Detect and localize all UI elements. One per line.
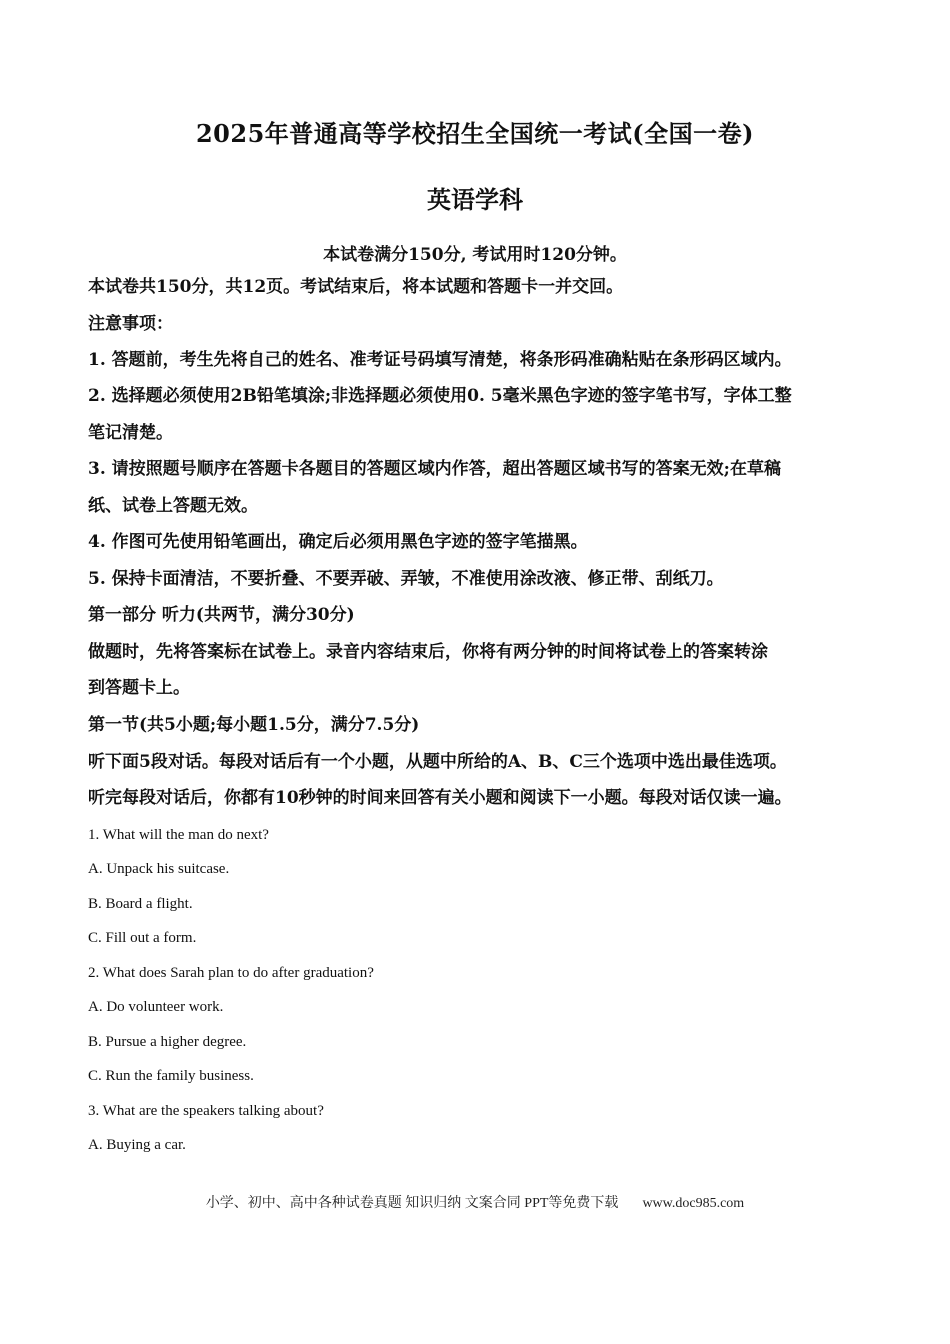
notice-item-2-line-2: 笔记清楚。 — [88, 423, 173, 443]
exam-subject: 英语学科 — [427, 185, 523, 214]
question-2-option-c: C. Run the family business. — [88, 1068, 254, 1084]
question-1-option-b: B. Board a flight. — [88, 896, 193, 912]
section1-heading: 第一节(共5小题;每小题1.5分，满分7.5分) — [88, 715, 420, 735]
question-1: 1. What will the man do next? — [88, 827, 269, 843]
part1-desc-line-1: 做题时，先将答案标在试卷上。录音内容结束后，你将有两分钟的时间将试卷上的答案转涂 — [88, 642, 768, 662]
question-2: 2. What does Sarah plan to do after graduation? — [88, 965, 374, 981]
notice-item-1: 1. 答题前，考生先将自己的姓名、准考证号码填写清楚，将条形码准确粘贴在条形码区域内。 — [88, 350, 792, 370]
instructions-intro: 本试卷共150分，共12页。考试结束后，将本试题和答题卡一并交回。 — [88, 277, 624, 297]
part1-heading: 第一部分 听力(共两节，满分30分) — [88, 605, 355, 625]
question-3: 3. What are the speakers talking about? — [88, 1103, 324, 1119]
part1-desc-line-2: 到答题卡上。 — [88, 678, 190, 698]
notice-item-3-line-1: 3. 请按照题号顺序在答题卡各题目的答题区域内作答，超出答题区域书写的答案无效;在草稿 — [88, 459, 781, 479]
score-time-note: 本试卷满分150分, 考试用时120分钟。 — [323, 245, 627, 265]
notice-item-4: 4. 作图可先使用铅笔画出，确定后必须用黑色字迹的签字笔描黑。 — [88, 532, 588, 552]
section1-desc-line-1: 听下面5段对话。每段对话后有一个小题，从题中所给的A、B、C三个选项中选出最佳选项。 — [88, 752, 787, 772]
question-1-option-a: A. Unpack his suitcase. — [88, 861, 230, 877]
question-2-option-a: A. Do volunteer work. — [88, 999, 224, 1015]
question-1-option-c: C. Fill out a form. — [88, 930, 197, 946]
footer-site-link[interactable]: www.doc985.com — [642, 1196, 745, 1211]
footer-text: 小学、初中、高中各种试卷真题 知识归纳 文案合同 PPT等免费下载 — [205, 1196, 619, 1211]
question-2-option-b: B. Pursue a higher degree. — [88, 1034, 247, 1050]
section1-desc-line-2: 听完每段对话后，你都有10秒钟的时间来回答有关小题和阅读下一小题。每段对话仅读一遍。 — [88, 788, 792, 808]
notice-item-5: 5. 保持卡面清洁，不要折叠、不要弄破、弄皱，不准使用涂改液、修正带、刮纸刀。 — [88, 569, 724, 589]
notice-heading: 注意事项： — [88, 314, 173, 334]
page-footer — [0, 1192, 950, 1212]
notice-item-3-line-2: 纸、试卷上答题无效。 — [88, 496, 258, 516]
exam-title: 2025年普通高等学校招生全国统一考试(全国一卷) — [195, 119, 754, 148]
notice-item-2-line-1: 2. 选择题必须使用2B铅笔填涂;非选择题必须使用0. 5毫米黑色字迹的签字笔书写，字体工整 — [88, 386, 792, 406]
question-3-option-a: A. Buying a car. — [88, 1137, 186, 1153]
